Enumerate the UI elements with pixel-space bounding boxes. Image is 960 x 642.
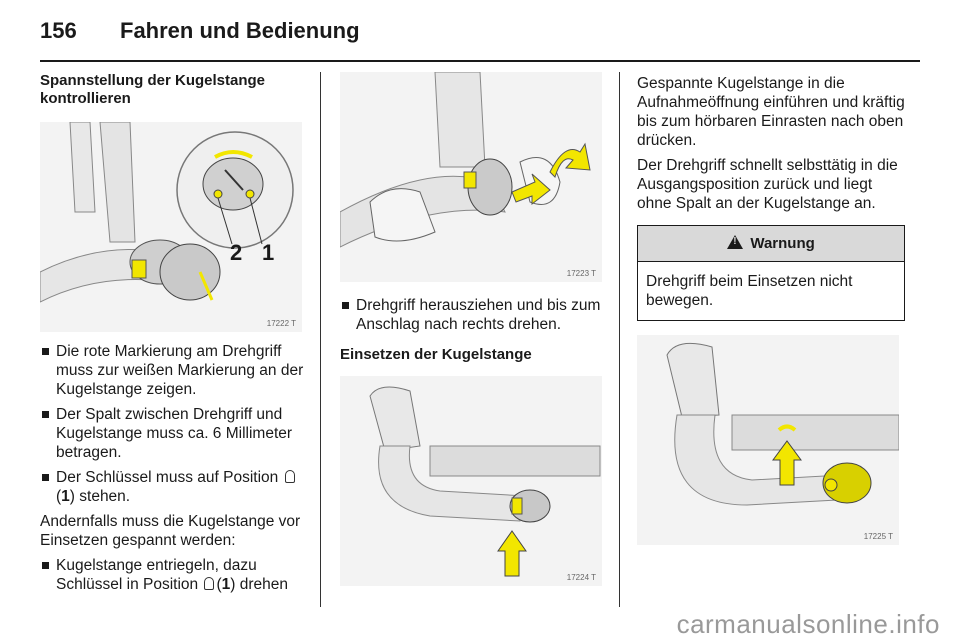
column-2 [340,72,605,586]
column-divider [619,72,620,607]
figure-ball-bar-check [40,122,302,332]
header-rule [40,60,920,62]
warning-text: Drehgriff beim Einsetzen nicht bewegen. [646,273,853,309]
pull-handle-illustration [340,72,602,282]
figure-inserted-ball-bar [637,335,899,545]
ball-bar-illustration [40,122,302,332]
callout-2: 2 [230,240,243,265]
list-item: Drehgriff herausziehen und bis zum Anschlag nach rechts drehen. [340,296,605,334]
instruction-paragraph: Andernfalls muss die Kugelstange vor Einsetzen gespannt werden: [40,513,301,549]
list-item: Kugelstange entriegeln, dazu Schlüssel in Position (1) drehen [40,556,308,594]
watermark: carmanualsonline.info [676,609,940,639]
figure-insert-ball-bar [340,376,602,586]
inserted-illustration [637,335,899,545]
key-position-icon [285,470,295,483]
warning-header: ! Warnung [638,226,904,262]
key-position-icon [204,577,214,590]
list-item: Der Spalt zwischen Drehgriff und Kugelstange muss ca. 6 Millimeter betragen. [40,405,308,462]
insert-paragraph: Gespannte Kugelstange in die Aufnahmeöffnung einführen und kräftig bis zum hörbaren Einrasten nach oben drücken. [637,75,905,149]
insert-illustration [340,376,602,586]
list-item: Die rote Markierung am Drehgriff muss zur weißen Markierung an der Kugelstange zeigen. [40,342,308,399]
page-header [40,12,930,56]
figure-number: 17225 T [863,532,893,541]
warning-box [637,225,905,321]
page-number: 156 [40,18,77,43]
figure-number: 17223 T [566,269,596,278]
check-list [40,342,308,506]
column-divider [320,72,321,607]
warning-icon [727,235,743,249]
section-heading-insert: Einsetzen der Kugelstange [340,346,532,363]
list-item: Der Schlüssel muss auf Position (1) stehen. [40,468,308,506]
callout-1: 1 [262,240,275,265]
section-heading-check: Spannstellung der Kugelstange kontrollieren [40,72,266,107]
figure-number: 17222 T [266,319,296,328]
column-3 [637,72,905,545]
snap-paragraph: Der Drehgriff schnellt selbsttätig in die Ausgangsposition zurück und liegt ohne Spalt an der Kugelstange an. [637,157,898,212]
page-title: Fahren und Bedienung [120,18,360,43]
column-1 [40,72,308,594]
figure-number: 17224 T [566,573,596,582]
figure-pull-handle [340,72,602,282]
